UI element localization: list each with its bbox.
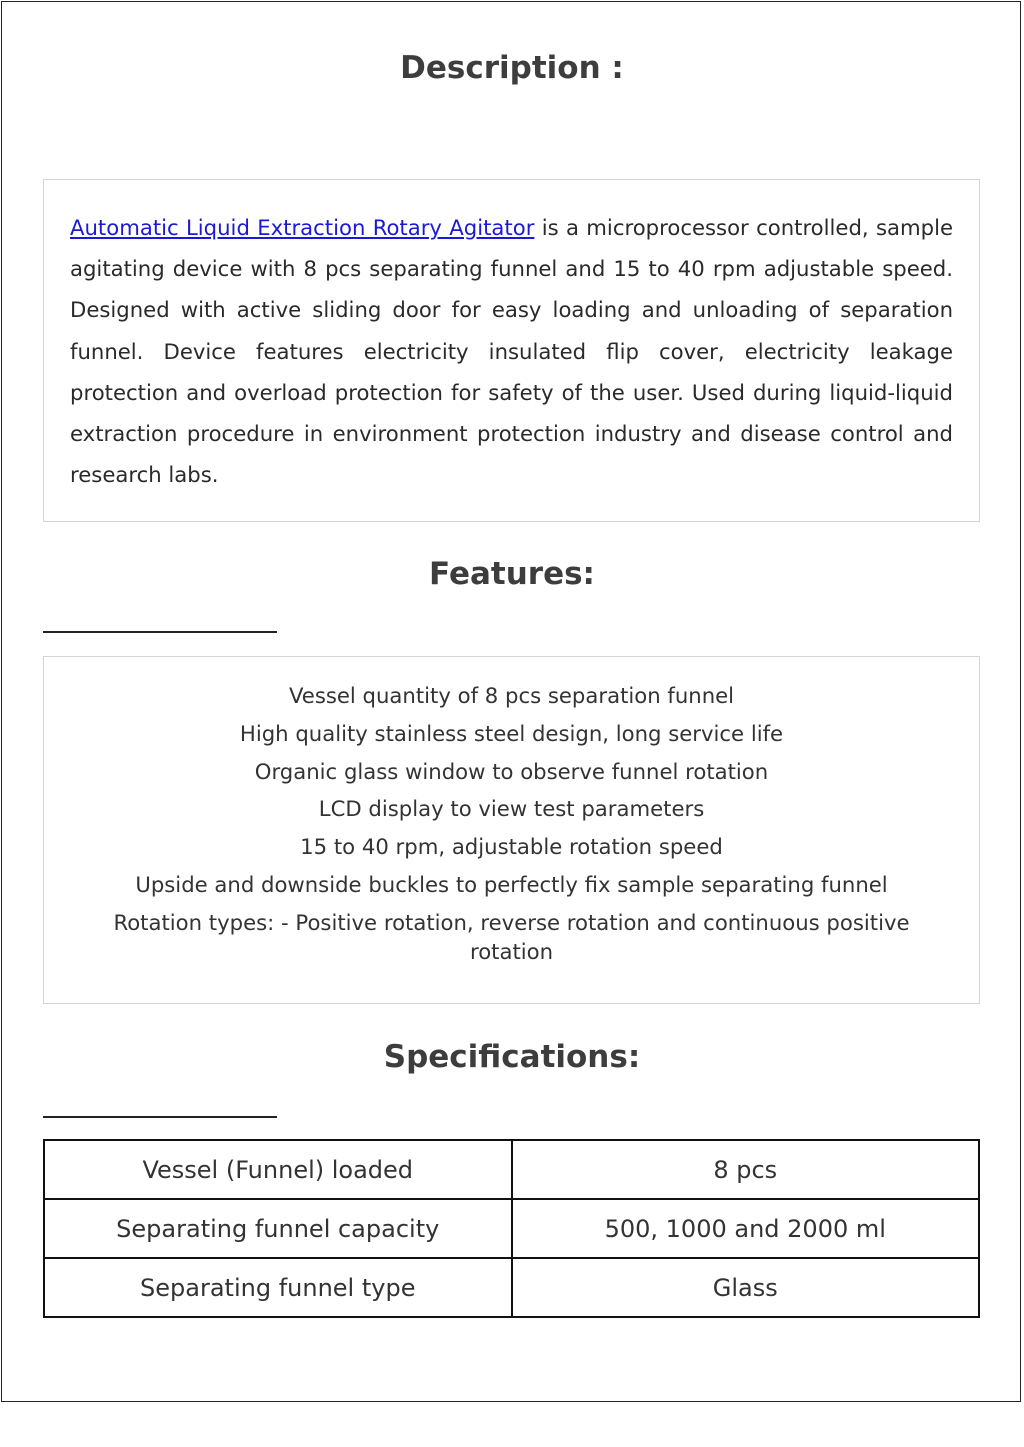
table-row (44, 1258, 979, 1317)
feature-item: Rotation types: - Positive rotation, reverse rotation and continuous positive rotation (113, 909, 910, 964)
specifications-table (43, 1139, 980, 1318)
spec-value: 500, 1000 and 2000 ml (512, 1199, 980, 1258)
spec-label: Separating funnel capacity (44, 1199, 512, 1258)
spec-value: 8 pcs (512, 1140, 980, 1199)
description-text (70, 207, 953, 495)
description-box (43, 179, 980, 522)
features-heading: Features: (429, 556, 595, 592)
specifications-heading: Specifications: (383, 1039, 641, 1075)
description-body: is a microprocessor controlled, sample agitating device with 8 pcs separating funnel and 15 to 40 rpm adjustable speed. Designed with active sliding door for easy loading and unloading of separation funnel. Device features electricity insulated flip cover, electricity leakage protection and overload protection for safety of the user. Used during liquid-liquid extraction procedure in environment protection industry and disease control and research labs. (70, 215, 953, 488)
spec-value: Glass (512, 1258, 980, 1317)
feature-item: Vessel quantity of 8 pcs separation funnel (288, 683, 735, 708)
feature-item: Upside and downside buckles to perfectly fix sample separating funnel (135, 871, 888, 897)
specifications-divider (43, 1116, 277, 1118)
spec-label: Vessel (Funnel) loaded (44, 1140, 512, 1199)
description-heading: Description : (400, 50, 624, 86)
product-link[interactable]: Automatic Liquid Extraction Rotary Agitator (70, 215, 535, 240)
spec-label: Separating funnel type (44, 1258, 512, 1317)
table-row (44, 1199, 979, 1258)
features-divider (43, 631, 277, 633)
table-row (44, 1140, 979, 1199)
feature-item: High quality stainless steel design, long service life (239, 720, 784, 746)
features-list (44, 681, 979, 966)
feature-item: 15 to 40 rpm, adjustable rotation speed (300, 834, 723, 860)
features-box (43, 656, 980, 1004)
feature-item: LCD display to view test parameters (318, 796, 705, 822)
feature-item: Organic glass window to observe funnel rotation (254, 758, 769, 784)
